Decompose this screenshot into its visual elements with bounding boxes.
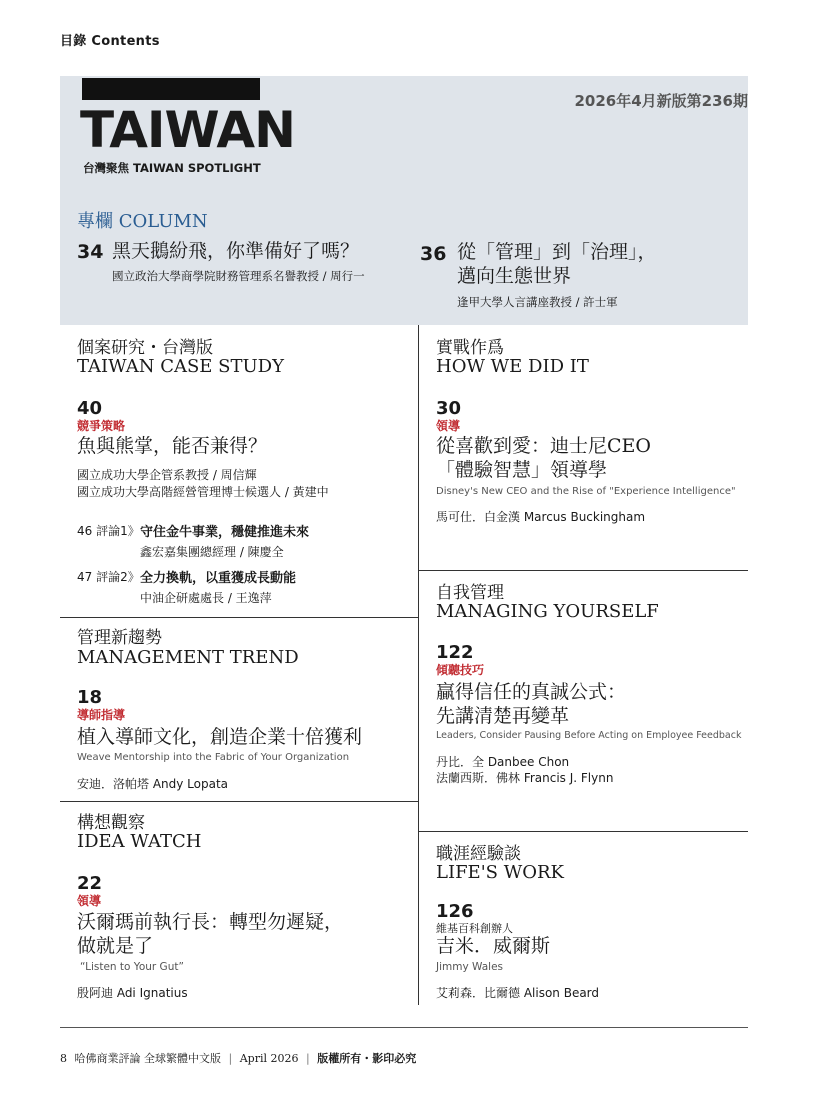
article-title-line1[interactable]: 從喜歡到愛：迪士尼CEO xyxy=(436,435,651,457)
logo-bar xyxy=(82,78,260,100)
article-title-line1[interactable]: 沃爾瑪前執行長：轉型勿遲疑， xyxy=(77,911,344,933)
section-divider xyxy=(60,801,418,802)
article-title-line2[interactable]: 做就是了 xyxy=(77,935,154,957)
article-en-title: Disney's New CEO and the Rise of "Experience Intelligence" xyxy=(436,486,736,497)
toc-heading: 目錄 Contents xyxy=(60,34,160,49)
topic-tag: 維基百科創辦人 xyxy=(436,922,513,935)
footer-rule xyxy=(60,1027,748,1028)
section-title-zh: 管理新趨勢 xyxy=(77,628,162,648)
section-title-zh: 構想觀察 xyxy=(77,813,145,833)
article-author: 國立政治大學商學院財務管理系名譽教授 / 周行一 xyxy=(112,269,365,283)
article-en-title: Weave Mentorship into the Fabric of Your Organization xyxy=(77,752,350,763)
article-number: 40 xyxy=(77,398,103,419)
article-title-line1[interactable]: 贏得信任的真誠公式： xyxy=(436,681,627,703)
section-divider xyxy=(418,570,748,571)
rights-notice: 版權所有・影印必究 xyxy=(317,1052,417,1065)
section-divider xyxy=(60,617,418,618)
comment-author: 中油企研處處長 / 王逸萍 xyxy=(140,591,272,605)
section-title-zh: 實戰作爲 xyxy=(436,338,504,358)
section-title-en: MANAGEMENT TREND xyxy=(77,647,299,668)
article-number: 18 xyxy=(77,687,103,708)
article-en-title: Jimmy Wales xyxy=(436,961,504,973)
taiwan-logo: TAIWAN xyxy=(80,101,295,159)
section-title-zh: 個案研究・台灣版 xyxy=(77,338,213,358)
comment-author: 鑫宏嘉集團總經理 / 陳慶全 xyxy=(140,545,284,559)
section-title-zh: 職涯經驗談 xyxy=(436,844,521,864)
topic-tag: 競爭策略 xyxy=(77,419,126,433)
issue-label: 2026年4月新版第236期 xyxy=(574,92,748,110)
article-author: 艾莉森．比爾德 Alison Beard xyxy=(436,986,600,1000)
article-author: 國立成功大學高階經營管理博士候選人 / 黃建中 xyxy=(77,485,329,499)
column-heading: 專欄 COLUMN xyxy=(77,211,208,232)
article-author: 逢甲大學人言講座教授 / 許士軍 xyxy=(457,295,618,309)
article-author: 丹比．全 Danbee Chon xyxy=(436,755,570,769)
article-number: 36 xyxy=(420,243,447,265)
article-title[interactable]: 黑天鵝紛飛，你準備好了嗎？ xyxy=(112,240,360,262)
article-title[interactable]: 植入導師文化，創造企業十倍獲利 xyxy=(77,726,363,748)
article-title[interactable]: 魚與熊掌，能否兼得？ xyxy=(77,435,268,457)
comment-label: 47 評論2》 xyxy=(77,570,140,584)
topic-tag: 領導 xyxy=(436,419,461,433)
section-title-en: IDEA WATCH xyxy=(77,831,202,852)
topic-tag: 傾聽技巧 xyxy=(436,663,485,677)
article-title-line2[interactable]: 邁向生態世界 xyxy=(457,265,572,287)
article-number: 126 xyxy=(436,901,474,922)
section-title-en: LIFE'S WORK xyxy=(436,862,564,883)
section-title-en: MANAGING YOURSELF xyxy=(436,601,659,622)
footer-line xyxy=(60,1050,416,1066)
issue-date: April 2026 xyxy=(239,1052,299,1065)
article-author: 殷阿迪 Adi Ignatius xyxy=(77,986,188,1000)
article-number: 122 xyxy=(436,642,474,663)
article-number: 34 xyxy=(77,241,104,263)
article-en-title: “Listen to Your Gut” xyxy=(80,961,184,973)
article-title-line2[interactable]: 先講清楚再變革 xyxy=(436,705,570,727)
article-author: 法蘭西斯．佛林 Francis J. Flynn xyxy=(436,771,614,785)
section-title-en: TAIWAN CASE STUDY xyxy=(77,356,284,377)
article-author: 國立成功大學企管系教授 / 周信輝 xyxy=(77,468,257,482)
column-divider xyxy=(418,325,419,1005)
footer-separator: | xyxy=(306,1052,310,1065)
comment-label: 46 評論1》 xyxy=(77,524,140,538)
article-en-title: Leaders, Consider Pausing Before Acting on Employee Feedback xyxy=(436,730,742,741)
topic-tag: 導師指導 xyxy=(77,708,126,722)
article-title[interactable]: 吉米．威爾斯 xyxy=(436,935,551,957)
logo-subtitle: 台灣聚焦 TAIWAN SPOTLIGHT xyxy=(83,161,261,175)
article-number: 30 xyxy=(436,398,462,419)
comment-title[interactable]: 全力換軌，以重獲成長動能 xyxy=(140,571,297,586)
comment-title[interactable]: 守住金牛事業，穩健推進未來 xyxy=(140,525,310,540)
article-title-line2[interactable]: 「體驗智慧」領導學 xyxy=(436,459,608,481)
article-title-line1[interactable]: 從「管理」到「治理」， xyxy=(457,241,657,263)
topic-tag: 領導 xyxy=(77,894,102,908)
article-author: 馬可仕．白金漢 Marcus Buckingham xyxy=(436,510,646,524)
article-author: 安迪．洛帕塔 Andy Lopata xyxy=(77,777,229,791)
page-number: 8 xyxy=(60,1052,67,1065)
footer-separator: | xyxy=(228,1052,233,1065)
section-title-en: HOW WE DID IT xyxy=(436,356,589,377)
publication-name: 哈佛商業評論 全球繁體中文版 xyxy=(74,1052,221,1065)
section-title-zh: 自我管理 xyxy=(436,583,504,603)
article-number: 22 xyxy=(77,873,103,894)
section-divider xyxy=(418,831,748,832)
